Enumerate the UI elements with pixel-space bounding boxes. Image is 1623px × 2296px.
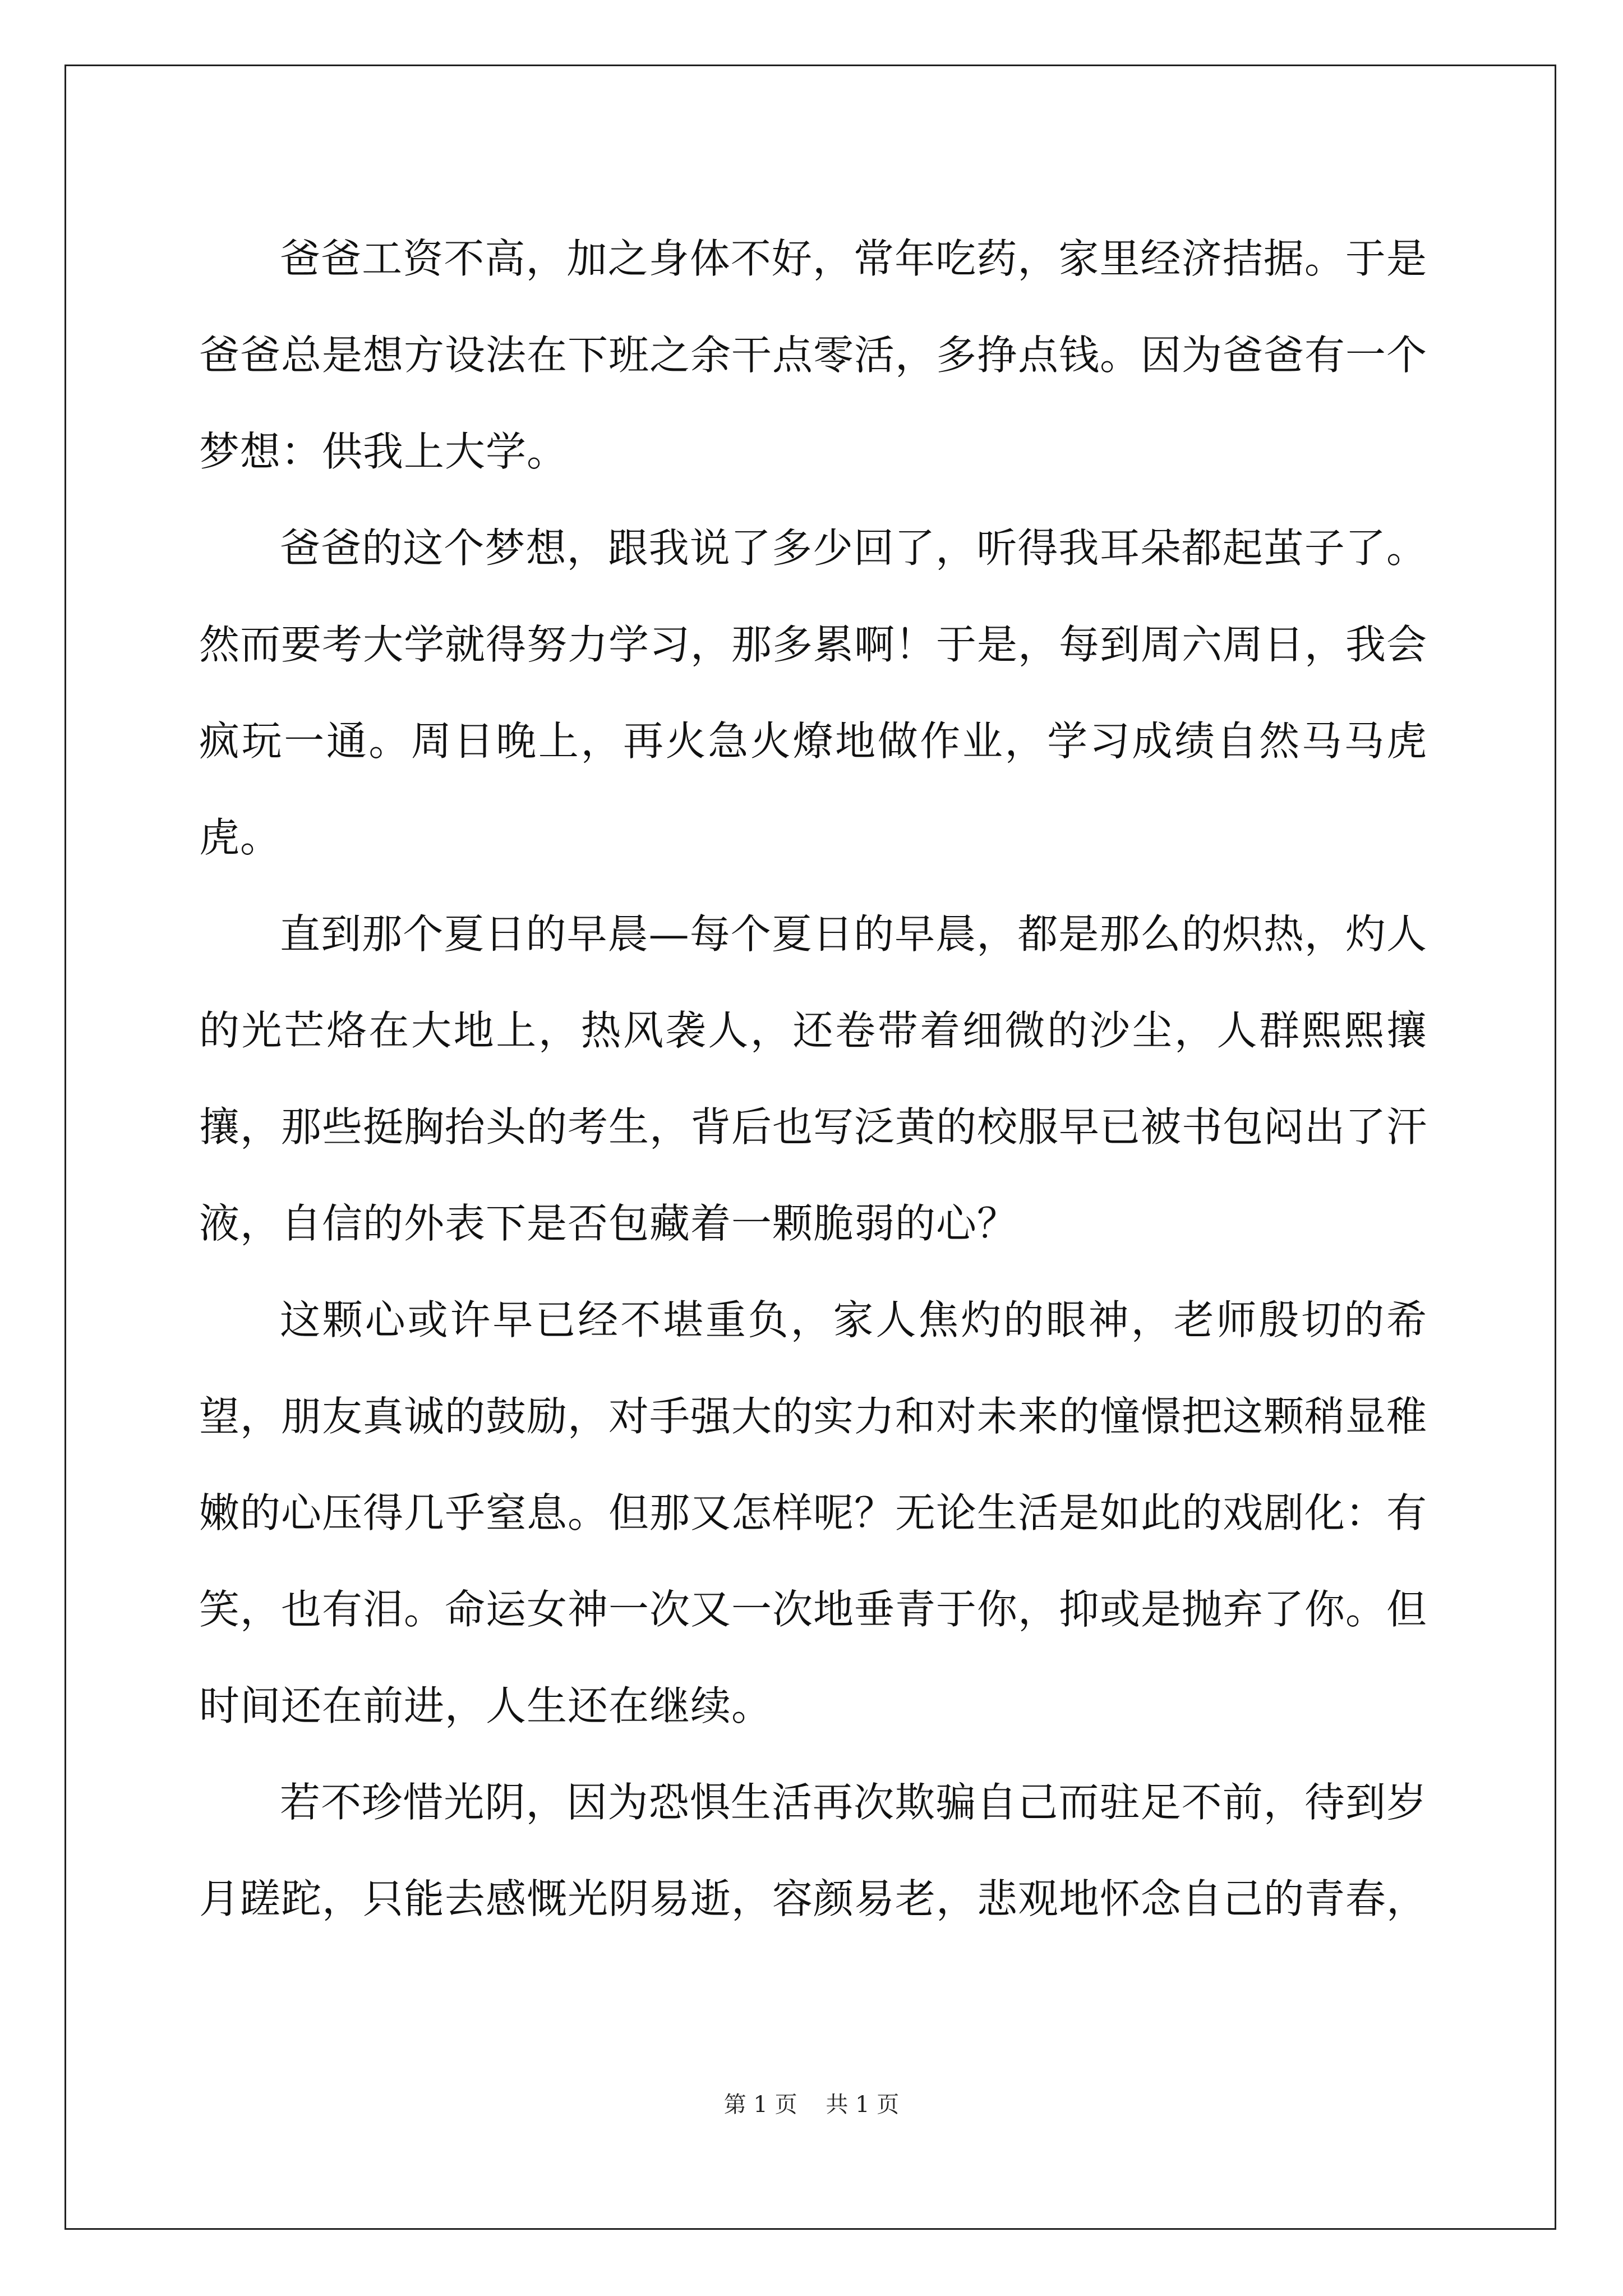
paragraph: 爸爸的这个梦想，跟我说了多少回了，听得我耳朵都起茧子了。然而要考大学就得努力学习，那多累啊！于是，每到周六周日，我会疯玩一通。周日晚上，再火急火燎地做作业，学习成绩自然马马虎虎。 <box>199 524 1428 861</box>
paragraph: 这颗心或许早已经不堪重负，家人焦灼的眼神，老师殷切的希望，朋友真诚的鼓励，对手强大的实力和对未来的憧憬把这颗稍显稚嫩的心压得几乎窒息。但那又怎样呢？无论生活是如此的戏剧化：有笑，也有泪。命运女神一次又一次地垂青于你，抑或是抛弃了你。但时间还在前进，人生还在继续。 <box>199 1296 1428 1729</box>
paragraph: 爸爸工资不高，加之身体不好，常年吃药，家里经济拮据。于是爸爸总是想方设法在下班之余干点零活，多挣点钱。因为爸爸有一个梦想：供我上大学。 <box>199 235 1428 475</box>
paragraph: 直到那个夏日的早晨—每个夏日的早晨，都是那么的炽热，灼人的光芒烙在大地上，热风袭人，还卷带着细微的沙尘，人群熙熙攘攘，那些挺胸抬头的考生，背后也写泛黄的校服早已被书包闷出了汗液，自信的外表下是否包藏着一颗脆弱的心？ <box>199 910 1428 1247</box>
page-number-footer: 第 1 页 共 1 页 <box>723 2092 900 2118</box>
document-body <box>199 210 1427 1947</box>
paragraph: 若不珍惜光阴，因为恐惧生活再次欺骗自己而驻足不前，待到岁月蹉跎，只能去感慨光阴易逝，容颜易老，悲观地怀念自己的青春， <box>199 1779 1428 1922</box>
